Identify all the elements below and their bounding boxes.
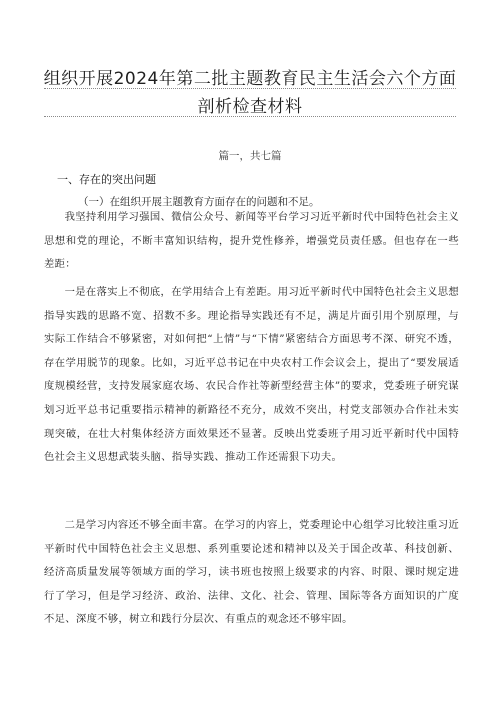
document-title-line-1: 组织开展2024年第二批主题教育民主生活会六个方面 [43, 69, 457, 89]
body-paragraph-1: 我坚持利用学习强国、微信公众号、新闻等平台学习习近平新时代中国特色社会主义思想和党的理论，不断丰富知识结构，提升党性修养，增强党员责任感。但也存在一些差距： [44, 211, 459, 271]
document-title-line-2: 剖析检查材料 [197, 97, 303, 117]
body-paragraph-3: 二是学习内容还不够全面丰富。在学习的内容上，党委理论中心组学习比较注重习近平新时代中国特色社会主义思想、系列重要论述和精神以及关于国企改革、科技创新、经济高质量发展等领域方面的学习，读书班也按照上级要求的内容、时限、课时规定进行了学习，但是学习经济、政治、法律、文化、社会、管理、国际等各方面知识的广度不足、深度不够，树立和践行分层次、有重点的观念还不够牢固。 [44, 519, 459, 626]
subsection-heading: （一）在组织开展主题教育方面存在的问题和不足。 [78, 196, 320, 208]
title-underline-2 [44, 116, 456, 117]
title-underline-1 [44, 88, 456, 89]
document-subtitle: 篇一，共七篇 [218, 150, 282, 162]
body-paragraph-2: 一是在落实上不彻底，在学用结合上有差距。用习近平新时代中国特色社会主义思想指导实践的思路不宽、招数不多。理论指导实践还有不足，满足片面引用个别原理，与实际工作结合不够紧密，对如何把“上情”与“下情”紧密结合方面思考不深、研究不透，存在学用脱节的现象。比如，习近平总书记在中央农村工作会议会上，提出了“要发展适度规模经营，支持发展家庭农场、农民合作社等新型经营主体”的要求，党委班子研究谋划习近平总书记重要指示精神的新路径不充分，成效不突出，村党支部领办合作社未实现突破，在壮大村集体经济方面效果还不显著。反映出党委班子用习近平新时代中国特色社会主义思想武装头脑、指导实践、推动工作还需狠下功夫。 [44, 286, 459, 464]
section-heading: 一、存在的突出问题 [57, 173, 156, 186]
